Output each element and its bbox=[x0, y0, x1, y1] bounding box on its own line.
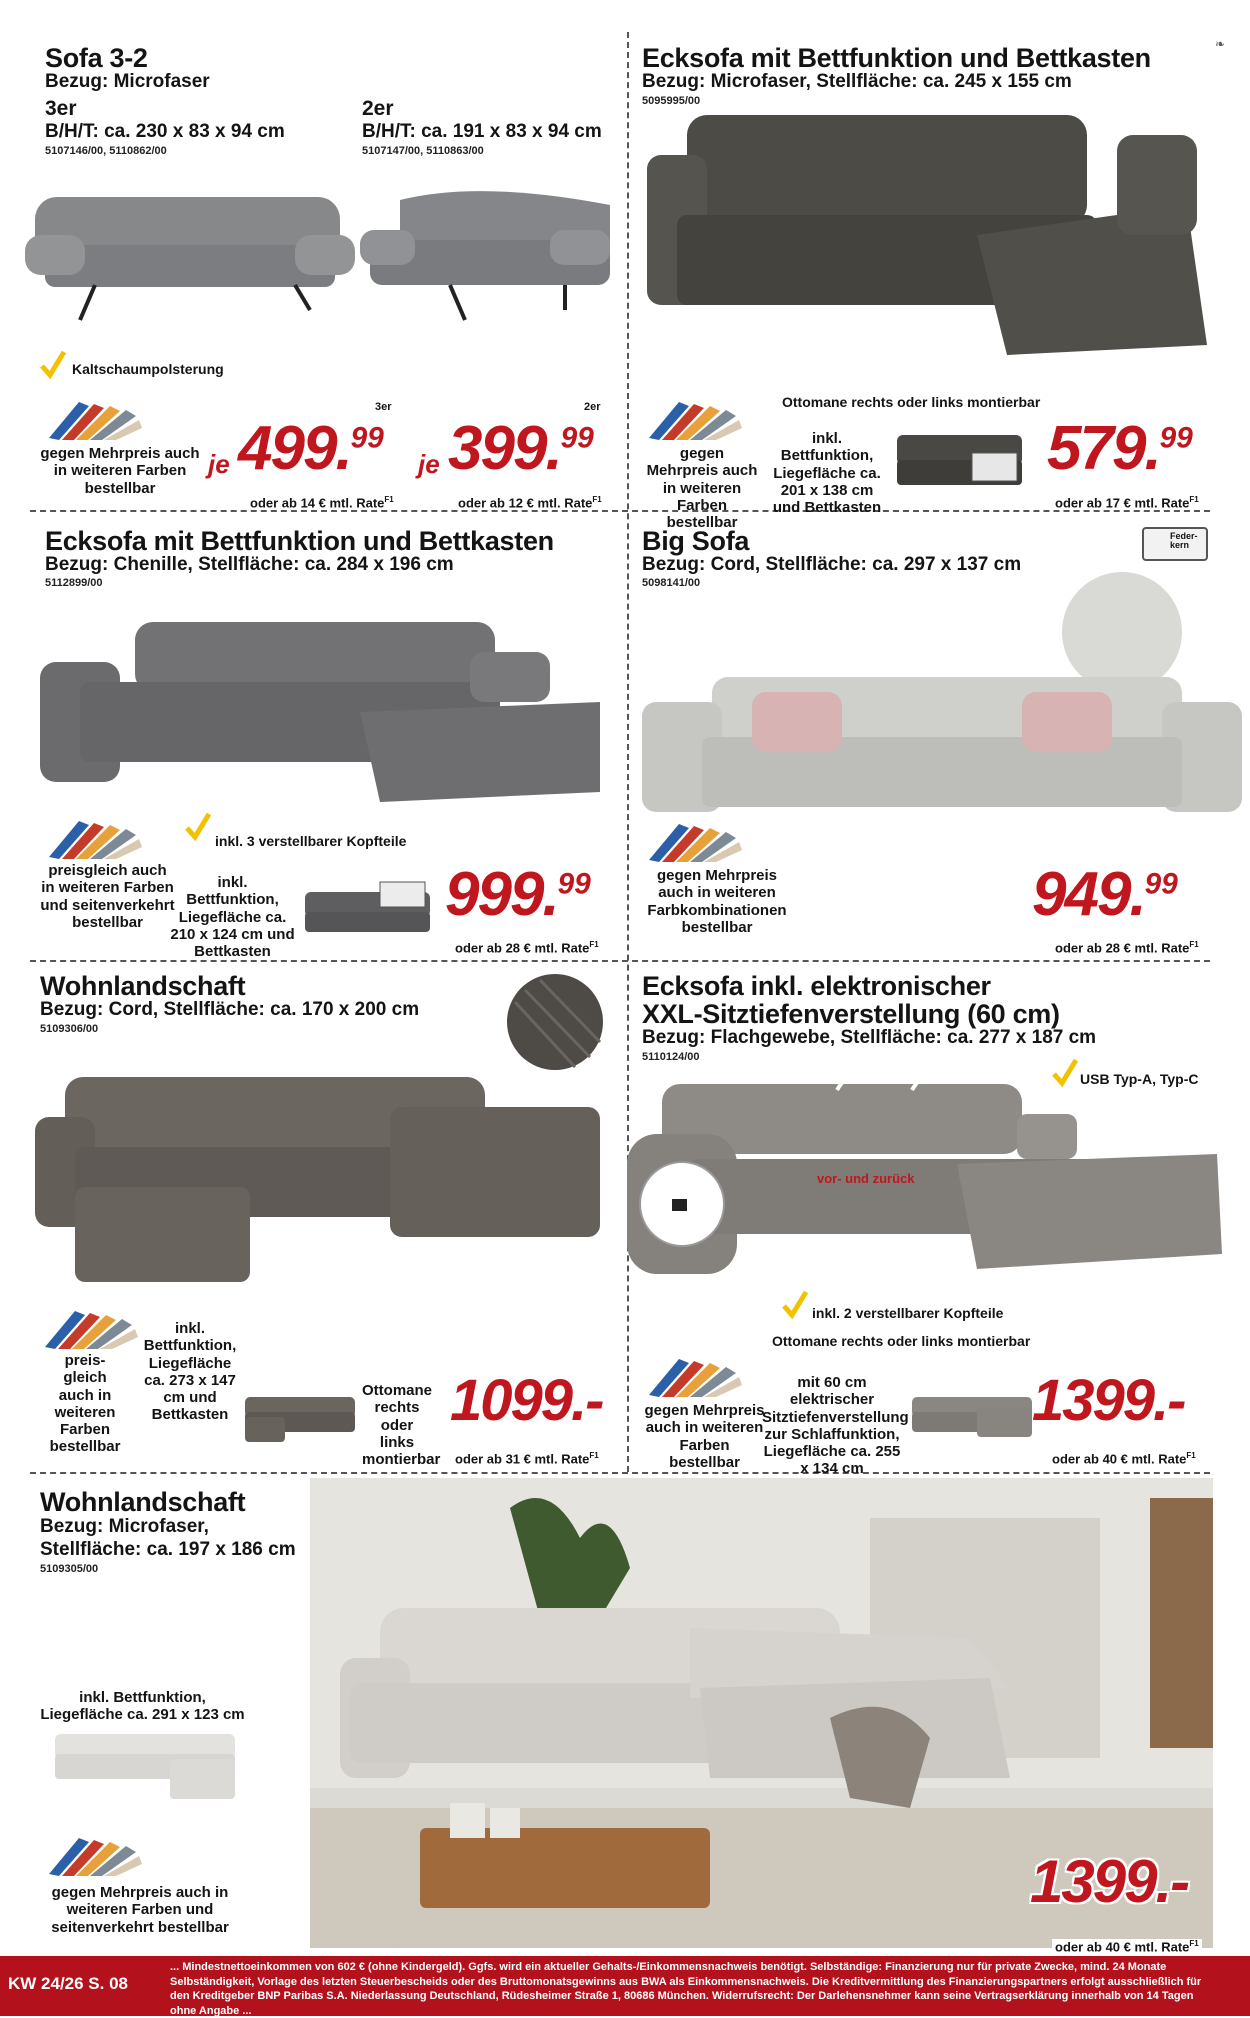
fabric-swatch-icon bbox=[44, 1834, 144, 1876]
price-2er bbox=[448, 414, 594, 483]
rate-text: oder ab 14 € mtl. Rate bbox=[250, 495, 385, 511]
panel-title: Wohnlandschaft bbox=[40, 971, 246, 1001]
price-cents: 99 bbox=[1159, 421, 1193, 455]
panel-sofa-3-2 bbox=[0, 0, 627, 510]
rate bbox=[1052, 1939, 1202, 1954]
usb-label: USB Typ-A, Typ-C bbox=[1080, 1071, 1199, 1087]
bett-note: inkl. Bettfunktion, Liegefläche ca. 210 x 124 cm und Bettkasten bbox=[170, 874, 295, 960]
variant-3er-article: 5107146/00, 5110862/00 bbox=[45, 145, 167, 157]
panel-title: Ecksofa mit Bettfunktion und Bettkasten bbox=[642, 43, 1151, 73]
rate-footnote: F1 bbox=[384, 495, 394, 504]
calendar-week-label: KW 24/26 S. 08 bbox=[8, 1974, 129, 1993]
fabric-swatch-icon bbox=[644, 820, 744, 862]
variant-2er-article: 5107147/00, 5110863/00 bbox=[362, 145, 484, 157]
variant-2er-dims: B/H/T: ca. 191 x 83 x 94 cm bbox=[362, 121, 602, 142]
price-cents: 99 bbox=[350, 421, 384, 455]
ecksofa-xxl-image bbox=[627, 1071, 1227, 1284]
color-note: gegen Mehrpreis auch in weiteren Farbkombinationen bestellbar bbox=[647, 867, 787, 936]
variant-3er-dims: B/H/T: ca. 230 x 83 x 94 cm bbox=[45, 121, 285, 142]
federkern-badge bbox=[1142, 527, 1208, 561]
price bbox=[1030, 1848, 1189, 1915]
color-note: gegen Mehrpreis auch in weiteren Farben bestellbar bbox=[644, 1402, 765, 1471]
cord-fabric-sample bbox=[505, 972, 605, 1072]
price-2er-tag: 2er bbox=[584, 401, 601, 413]
rate-text: oder ab 17 € mtl. Rate bbox=[1055, 495, 1190, 511]
price-main: 1399.- bbox=[1032, 1368, 1185, 1433]
panel-subtitle: Bezug: Microfaser bbox=[45, 71, 210, 92]
price-cents: 99 bbox=[560, 421, 594, 455]
price-cents: 99 bbox=[1144, 867, 1178, 901]
price-main: 1399.- bbox=[1030, 1848, 1189, 1915]
wohnlandschaft-bed-thumbnail bbox=[50, 1729, 240, 1809]
footer-legal-bar bbox=[0, 1956, 1250, 2016]
panel-ecksofa-xxl bbox=[627, 962, 1250, 1478]
panel-wohnlandschaft-cord bbox=[0, 962, 627, 1472]
article-number: 5110124/00 bbox=[642, 1051, 700, 1063]
legal-text: ... Mindestnettoeinkommen von 602 € (ohne Kindergeld). Ggfs. wird ein aktueller Gehalts-/Einkommensnachweis benötigt. Selbständige: Finanzierung nur für private Zwecke, mind. 24 Monate Selbständigkeit, Vorlage des letzten Steuerbescheids oder des Bruttomonatsgewinns aus BWA als Einkommensnachweis. Die Kreditvermittlung des Finanzierungspartners erfolgt ausschließlich für den Kreditgeber BNP Paribas S.A. Niederlassung Deutschland, Rüdesheimer Straße 1, 80686 München. Widerrufsrecht: Der Darlehensnehmer kann seine Vertragserklärung innerhalb von 14 Tagen ohne Angabe ... bbox=[170, 1961, 1202, 2017]
article-number: 5112899/00 bbox=[45, 577, 103, 589]
price-prefix: je bbox=[208, 449, 230, 479]
rate-text: oder ab 40 € mtl. Rate bbox=[1052, 1451, 1187, 1467]
price bbox=[1047, 414, 1193, 483]
ottomane-note: Ottomane rechts oder links montierbar bbox=[362, 1382, 441, 1468]
article-number: 5098141/00 bbox=[642, 577, 701, 589]
variant-3er-label: 3er bbox=[45, 97, 77, 120]
color-note: preis-gleich auch in weiteren Farben bestellbar bbox=[49, 1352, 121, 1456]
price-3er bbox=[238, 414, 384, 483]
bett-note: inkl. Bettfunktion, Liegefläche ca. 273 x 147 cm und Bettkasten bbox=[143, 1320, 237, 1424]
corner-mark: ❧ bbox=[1215, 37, 1226, 51]
ecksofa-chenille-image bbox=[40, 592, 600, 802]
fabric-swatch-icon bbox=[644, 398, 744, 440]
big-sofa-image bbox=[642, 562, 1242, 812]
panel-title-line1: Ecksofa inkl. elektronischer bbox=[642, 971, 991, 1001]
fabric-swatch-icon bbox=[44, 398, 144, 440]
rate-footnote: F1 bbox=[592, 495, 602, 504]
wohnlandschaft-bed-thumbnail bbox=[240, 1392, 360, 1447]
panel-subtitle: Bezug: Cord, Stellfläche: ca. 170 x 200 cm bbox=[40, 999, 420, 1020]
variant-2er-label: 2er bbox=[362, 97, 394, 120]
panel-ecksofa-microfaser bbox=[627, 0, 1250, 531]
sofa-3er-image bbox=[25, 185, 355, 325]
ottomane-note: Ottomane rechts oder links montierbar bbox=[772, 1333, 1031, 1349]
color-note: gegen Mehrpreis auch in weiteren Farben und seitenverkehrt bestellbar bbox=[51, 1884, 229, 1936]
rate bbox=[1055, 940, 1199, 955]
price bbox=[445, 860, 591, 929]
checkmark-icon bbox=[185, 812, 211, 840]
article-number: 5109305/00 bbox=[40, 1563, 99, 1575]
rate-footnote: F1 bbox=[589, 940, 599, 949]
ottomane-note: Ottomane rechts oder links montierbar bbox=[782, 394, 1041, 410]
rate-text: oder ab 28 € mtl. Rate bbox=[1055, 940, 1190, 956]
feature-label: Kaltschaumpolsterung bbox=[72, 361, 224, 377]
federkern-label: Feder-kern bbox=[1170, 531, 1198, 551]
price-cents: 99 bbox=[557, 867, 591, 901]
rate-footnote: F1 bbox=[1186, 1451, 1196, 1460]
feature-label: inkl. 2 verstellbarer Kopfteile bbox=[812, 1305, 1004, 1321]
rate-text: oder ab 31 € mtl. Rate bbox=[455, 1451, 590, 1467]
fabric-swatch-icon bbox=[44, 817, 144, 859]
price-3er-tag: 3er bbox=[375, 401, 392, 413]
price-main: 999. bbox=[445, 860, 558, 929]
rate-footnote: F1 bbox=[1189, 1939, 1199, 1948]
price bbox=[450, 1368, 603, 1433]
panel-subtitle: Bezug: Flachgewebe, Stellfläche: ca. 277 x 187 cm bbox=[642, 1027, 1097, 1048]
price bbox=[1032, 1368, 1185, 1433]
rate-footnote: F1 bbox=[589, 1451, 599, 1460]
panel-title-line2: XXL-Sitztiefenverstellung (60 cm) bbox=[642, 999, 1060, 1029]
panel-title: Sofa 3-2 bbox=[45, 43, 148, 73]
rate-3er bbox=[250, 495, 394, 510]
rate bbox=[455, 940, 599, 955]
article-number: 5109306/00 bbox=[40, 1023, 99, 1035]
panel-title: Wohnlandschaft bbox=[40, 1487, 246, 1517]
color-note: gegen Mehrpreis auch in weiteren Farben bestellbar bbox=[40, 445, 200, 497]
panel-subtitle: Bezug: Microfaser, Stellfläche: ca. 245 x 155 cm bbox=[642, 71, 1072, 92]
rate bbox=[455, 1451, 599, 1466]
bett-note: inkl. Bettfunktion, Liegefläche ca. 291 x 123 cm bbox=[40, 1689, 245, 1724]
bett-note: mit 60 cm elektrischer Sitztiefenverstellung zur Schlaffunktion, Liegefläche ca. 255 x 134 cm bbox=[762, 1374, 909, 1478]
wohnlandschaft-cord-image bbox=[35, 1067, 615, 1297]
color-note: gegen Mehrpreis auch in weiteren Farben bestellbar bbox=[646, 445, 758, 531]
price bbox=[1032, 860, 1178, 929]
panel-subtitle: Bezug: Cord, Stellfläche: ca. 297 x 137 cm bbox=[642, 554, 1022, 575]
rate-text: oder ab 40 € mtl. Rate bbox=[1055, 1939, 1190, 1955]
panel-title: Ecksofa mit Bettfunktion und Bettkasten bbox=[45, 526, 554, 556]
panel-wohnlandschaft-microfaser bbox=[0, 1474, 1250, 1956]
article-number: 5095995/00 bbox=[642, 95, 701, 107]
rate-text: oder ab 28 € mtl. Rate bbox=[455, 940, 590, 956]
checkmark-icon bbox=[40, 350, 66, 378]
bett-note: inkl. Bettfunktion, Liegefläche ca. 201 x 138 cm und Bettkasten bbox=[772, 430, 882, 516]
price-main: 949. bbox=[1032, 860, 1145, 929]
sofa-2er-image bbox=[360, 180, 620, 330]
price-main: 579. bbox=[1047, 414, 1160, 483]
price-main: 399. bbox=[448, 414, 561, 483]
price-prefix-2er: je bbox=[418, 449, 440, 479]
arrow-label: vor- und zurück bbox=[817, 1171, 915, 1186]
price-main: 1099.- bbox=[450, 1368, 603, 1433]
panel-ecksofa-chenille bbox=[0, 512, 627, 960]
panel-subtitle: Bezug: Microfaser, Stellfläche: ca. 197 x 186 cm bbox=[40, 1516, 296, 1560]
ecksofa-bed-thumbnail bbox=[892, 425, 1027, 495]
price-main: 499. bbox=[238, 414, 351, 483]
checkmark-icon bbox=[782, 1290, 808, 1318]
rate-footnote: F1 bbox=[1189, 495, 1199, 504]
fabric-swatch-icon bbox=[644, 1355, 744, 1397]
feature-label: inkl. 3 verstellbarer Kopfteile bbox=[215, 833, 407, 849]
color-note: preisgleich auch in weiteren Farben und seitenverkehrt bestellbar bbox=[40, 862, 175, 931]
ecksofa-xxl-thumbnail bbox=[907, 1392, 1042, 1447]
panel-big-sofa bbox=[627, 512, 1250, 960]
fabric-swatch-icon bbox=[40, 1307, 140, 1349]
panel-subtitle: Bezug: Chenille, Stellfläche: ca. 284 x 196 cm bbox=[45, 554, 454, 575]
rate-2er bbox=[458, 495, 602, 510]
ecksofa-chenille-bed-thumbnail bbox=[300, 877, 440, 937]
ecksofa-image bbox=[647, 105, 1207, 355]
rate bbox=[1052, 1451, 1196, 1466]
panel-title: Big Sofa bbox=[642, 526, 750, 556]
rate-text: oder ab 12 € mtl. Rate bbox=[458, 495, 593, 511]
rate-footnote: F1 bbox=[1189, 940, 1199, 949]
rate bbox=[1055, 495, 1199, 510]
arrow-icon bbox=[832, 1065, 872, 1095]
arrow-icon bbox=[907, 1065, 947, 1095]
